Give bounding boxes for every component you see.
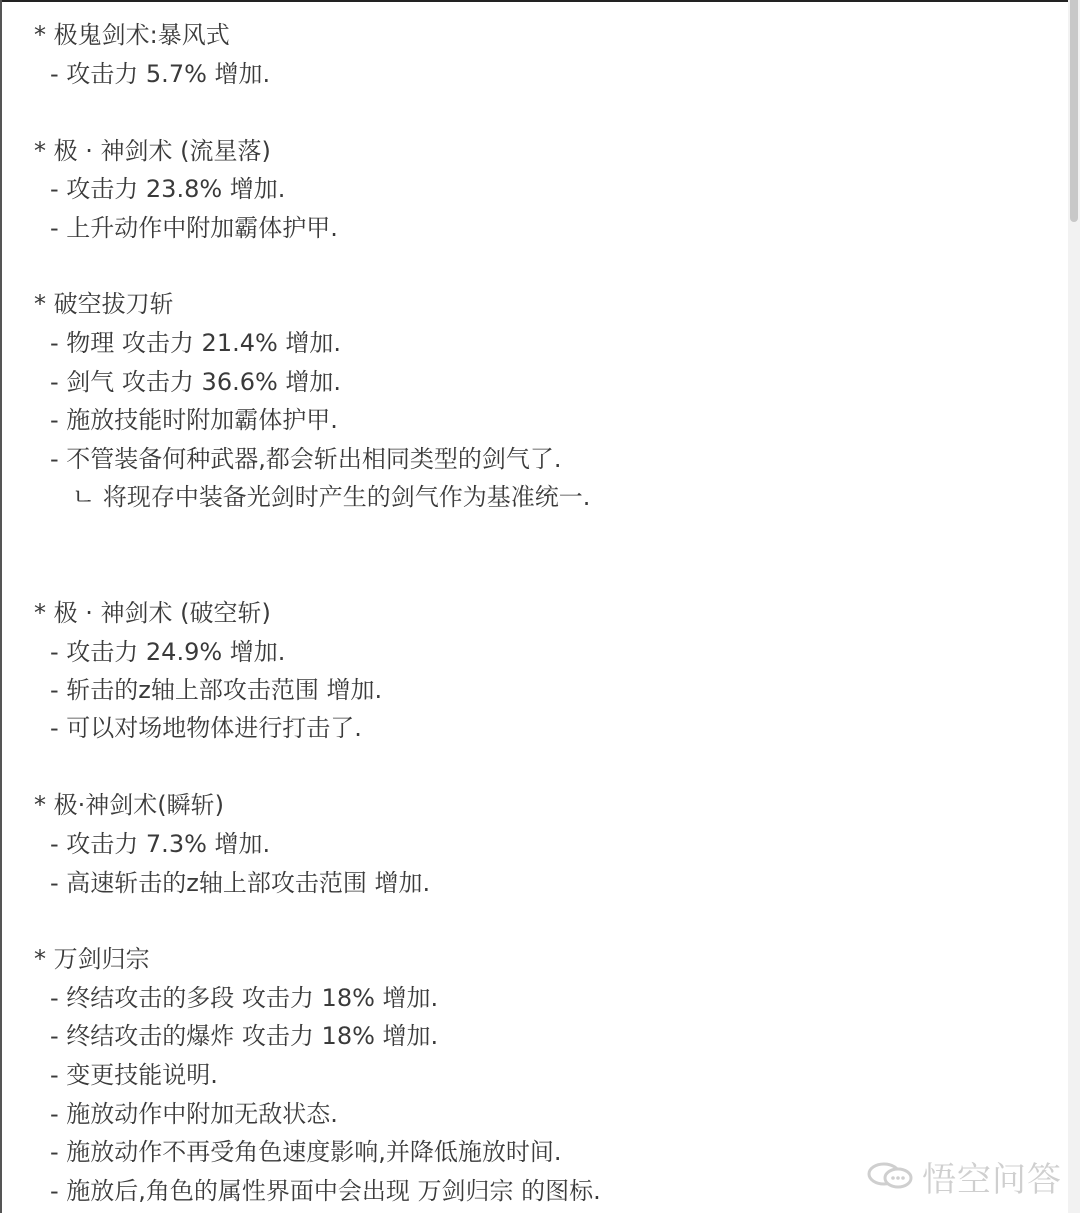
skill-change-item: - 终结攻击的多段 攻击力 18% 增加. bbox=[50, 984, 439, 1012]
skill-change-item: - 终结攻击的爆炸 攻击力 18% 增加. bbox=[50, 1022, 439, 1050]
scrollbar-thumb[interactable] bbox=[1070, 0, 1078, 222]
skill-change-item: - 物理 攻击力 21.4% 增加. bbox=[50, 329, 342, 357]
skill-change-item: - 攻击力 24.9% 增加. bbox=[50, 638, 286, 666]
skill-change-item: - 攻击力 23.8% 增加. bbox=[50, 175, 286, 203]
skill-change-item: - 斩击的z轴上部攻击范围 增加. bbox=[50, 676, 383, 704]
skill-change-item: - 攻击力 5.7% 增加. bbox=[50, 60, 271, 88]
skill-change-item: - 施放动作中附加无敌状态. bbox=[50, 1100, 338, 1128]
skill-title: * 极 · 神剑术 (破空斩) bbox=[34, 599, 271, 627]
skill-change-item: - 剑气 攻击力 36.6% 增加. bbox=[50, 368, 342, 396]
skill-title: * 极鬼剑术:暴风式 bbox=[34, 21, 230, 49]
skill-change-item: - 攻击力 7.3% 增加. bbox=[50, 830, 271, 858]
skill-change-note: ㄴ 将现存中装备光剑时产生的剑气作为基准统一. bbox=[72, 483, 591, 511]
skill-title: * 极·神剑术(瞬斩) bbox=[34, 791, 224, 819]
scrollbar-track[interactable] bbox=[1068, 0, 1080, 1213]
skill-title: * 破空拔刀斩 bbox=[34, 290, 174, 318]
skill-change-item: - 不管装备何种武器,都会斩出相同类型的剑气了. bbox=[50, 445, 562, 473]
skill-title: * 极 · 神剑术 (流星落) bbox=[34, 137, 271, 165]
watermark bbox=[866, 1156, 1062, 1200]
skill-change-item: - 施放后,角色的属性界面中会出现 万剑归宗 的图标. bbox=[50, 1177, 601, 1205]
skill-change-item: - 可以对场地物体进行打击了. bbox=[50, 714, 362, 742]
skill-change-item: - 上升动作中附加霸体护甲. bbox=[50, 214, 338, 242]
chat-bubbles-icon bbox=[866, 1161, 914, 1191]
skill-title: * 万剑归宗 bbox=[34, 945, 150, 973]
skill-change-item: - 高速斩击的z轴上部攻击范围 增加. bbox=[50, 869, 431, 897]
skill-change-item: - 变更技能说明. bbox=[50, 1061, 218, 1089]
skill-change-item: - 施放技能时附加霸体护甲. bbox=[50, 406, 338, 434]
skill-change-item: - 施放动作不再受角色速度影响,并降低施放时间. bbox=[50, 1138, 562, 1166]
watermark-text: 悟空问答 bbox=[922, 1159, 1062, 1200]
